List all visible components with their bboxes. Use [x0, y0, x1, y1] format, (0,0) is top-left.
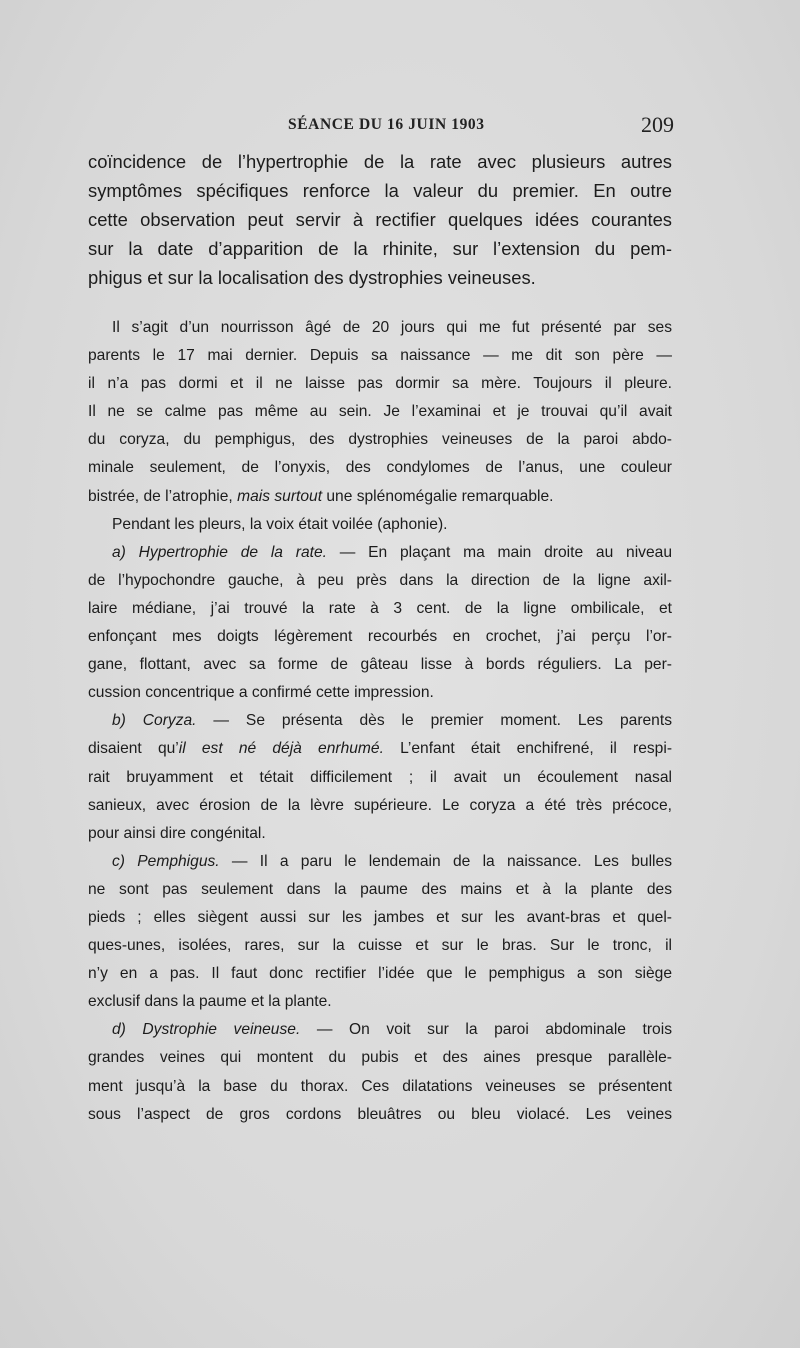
page-header	[88, 112, 674, 142]
text-line: sur la date d’apparition de la rhinite, sur l’extension du pem-	[88, 238, 672, 259]
page-number: 209	[641, 112, 674, 137]
text-segment: L’enfant était enchifrené, il respi-	[383, 740, 673, 758]
section-d-line: ment jusqu’à la base du thorax. Ces dilatations veineuses se présentent	[88, 1077, 672, 1095]
section-b-line: pour ainsi dire congénital.	[88, 824, 266, 842]
case-line: parents le 17 mai dernier. Depuis sa naissance — me dit son père —	[88, 347, 672, 365]
italic-segment: mais surtout	[237, 487, 323, 505]
section-c-label: c) Pemphigus.	[112, 852, 220, 870]
case-line: Il ne se calme pas même au sein. Je l’examinai et je trouvai qu’il avait	[88, 403, 672, 421]
section-d-line: sous l’aspect de gros cordons bleuâtres ou bleu violacé. Les veines	[88, 1105, 672, 1123]
text-segment: — On voit sur la paroi abdominale trois	[300, 1021, 672, 1039]
text-segment: qu’	[157, 740, 179, 758]
text-segment: — En plaçant ma main droite au niveau	[326, 543, 672, 561]
section-a-line: gane, flottant, avec sa forme de gâteau lisse à bords réguliers. La per-	[88, 656, 672, 674]
section-a-first-line	[88, 539, 672, 567]
case-line: il n’a pas dormi et il ne laisse pas dormir sa mère. Toujours il pleure.	[88, 375, 672, 393]
text-segment: — Se présenta dès le premier moment. Les parents	[196, 712, 672, 730]
section-c-line: exclusif dans la paume et la plante.	[88, 993, 332, 1011]
section-c-line: pieds ; elles siègent aussi sur les jambes et sur les avant-bras et quel-	[88, 908, 672, 926]
section-a-label: a) Hypertrophie de la rate.	[112, 543, 327, 561]
section-d-label: d) Dystrophie veineuse.	[112, 1021, 301, 1039]
text-segment: — Il a paru le lendemain de la naissance. Les bulles	[219, 852, 672, 870]
section-b-line: sanieux, avec érosion de la lèvre supérieure. Le coryza a été très précoce,	[88, 796, 672, 814]
section-a-line: enfonçant mes doigts légèrement recourbés en crochet, j’ai perçu l’or-	[88, 628, 672, 646]
section-d-first-line	[88, 1016, 672, 1044]
page-body	[88, 147, 672, 1129]
case-line: du coryza, du pemphigus, des dystrophies veineuses de la paroi abdo-	[88, 431, 672, 449]
case-report	[88, 314, 672, 1129]
voice-line: Pendant les pleurs, la voix était voilée (aphonie).	[112, 515, 448, 533]
section-b-label: b) Coryza.	[112, 712, 197, 730]
text-line: cette observation peut servir à rectifier quelques idées courantes	[88, 209, 672, 230]
section-b-line	[88, 735, 672, 763]
text-line: coïncidence de l’hypertrophie de la rate avec plusieurs autres	[88, 151, 672, 172]
running-title: SÉANCE DU 16 JUIN 1903	[288, 116, 485, 133]
section-c-line: ques-unes, isolées, rares, sur la cuisse et sur le bras. Sur le tronc, il	[88, 937, 672, 955]
case-line: Il s’agit d’un nourrisson âgé de 20 jours qui me fut présenté par ses	[112, 319, 672, 336]
case-line: minale seulement, de l’onyxis, des condylomes de l’anus, une couleur	[88, 459, 672, 477]
section-b-first-line	[88, 707, 672, 735]
section-d-line: grandes veines qui montent du pubis et des aines presque parallèle-	[88, 1049, 672, 1067]
intro-paragraph	[88, 147, 672, 292]
section-c-first-line	[88, 848, 672, 876]
text-line: phigus et sur la localisation des dystrophies veineuses.	[88, 267, 536, 288]
section-a-line: de l’hypochondre gauche, à peu près dans la direction de la ligne axil-	[88, 571, 672, 589]
text-line: symptômes spécifiques renforce la valeur du premier. En outre	[88, 180, 672, 201]
italic-segment: il est né déjà enrhumé.	[178, 740, 384, 758]
section-c-line: n’y en a pas. Il faut donc rectifier l’idée que le pemphigus a son siège	[88, 965, 672, 983]
section-c-line: ne sont pas seulement dans la paume des mains et à la plante des	[88, 880, 672, 898]
case-line	[88, 483, 672, 511]
section-b-line: rait bruyamment et tétait difficilement ; il avait un écoulement nasal	[88, 768, 672, 786]
text-segment: bistrée, de l’atrophie,	[88, 487, 238, 505]
section-a-line: laire médiane, j’ai trouvé la rate à 3 cent. de la ligne ombilicale, et	[88, 599, 672, 617]
section-a-line: cussion concentrique a confirmé cette impression.	[88, 684, 434, 702]
text-segment: disaient	[88, 740, 158, 758]
text-segment: une splénomégalie remarquable.	[322, 487, 554, 505]
